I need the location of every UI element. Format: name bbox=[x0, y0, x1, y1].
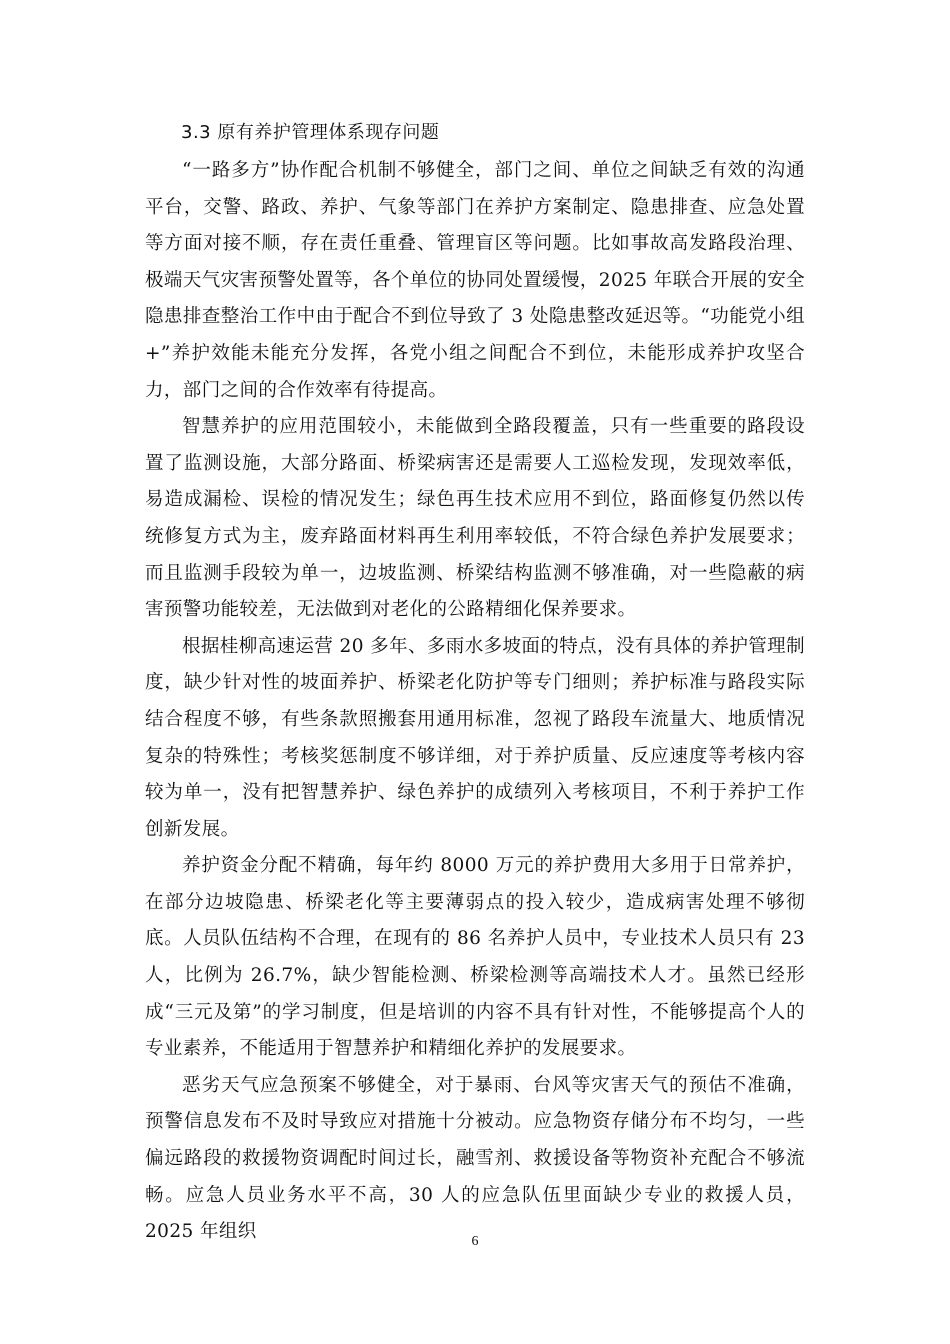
page-number: 6 bbox=[471, 1234, 479, 1249]
section-heading: 3.3 原有养护管理体系现存问题 bbox=[181, 122, 440, 143]
paragraph-funding-staff-issues: 养护资金分配不精确，每年约 8000 万元的养护费用大多用于日常养护，在部分边坡隐患、桥梁老化等主要薄弱点的投入较少，造成病害处理不够彻底。人员队伍结构不合理，在现有的 86 名养护人员中，专业技术人员只有 23 人，比例为 26.7%，缺少智能检测、桥梁检测等高端技术人才。虽然已经形成“三元及第”的学习制度，但是培训的内容不具有针对性，不能够提高个人的专业素养，不能适用于智慧养护和精细化养护的发展要求。 bbox=[145, 855, 805, 1060]
paragraph-coordination-issues: “一路多方”协作配合机制不够健全，部门之间、单位之间缺乏有效的沟通平台，交警、路政、养护、气象等部门在养护方案制定、隐患排查、应急处置等方面对接不顺，存在责任重叠、管理盲区等问题。比如事故高发路段治理、极端天气灾害预警处置等，各个单位的协同处置缓慢，2025 年联合开展的安全隐患排查整治工作中由于配合不到位导致了 3 处隐患整改延迟等。“功能党小组+”养护效能未能充分发挥，各党小组之间配合不到位，未能形成养护攻坚合力，部门之间的合作效率有待提高。 bbox=[145, 160, 805, 401]
paragraph-management-system-issues: 根据桂柳高速运营 20 多年、多雨水多坡面的特点，没有具体的养护管理制度，缺少针对性的坡面养护、桥梁老化防护等专门细则；养护标准与路段实际结合程度不够，有些条款照搬套用通用标准，忽视了路段车流量大、地质情况复杂的特殊性；考核奖惩制度不够详细，对于养护质量、反应速度等考核内容较为单一，没有把智慧养护、绿色养护的成绩列入考核项目，不利于养护工作创新发展。 bbox=[145, 635, 805, 840]
paragraph-emergency-response-issues: 恶劣天气应急预案不够健全，对于暴雨、台风等灾害天气的预估不准确，预警信息发布不及时导致应对措施十分被动。应急物资存储分布不均匀，一些偏远路段的救援物资调配时间过长，融雪剂、救援设备等物资补充配合不够流畅。应急人员业务水平不高，30 人的应急队伍里面缺少专业的救援人员，2025 年组织 bbox=[145, 1074, 805, 1243]
paragraph-smart-maintenance-issues: 智慧养护的应用范围较小，未能做到全路段覆盖，只有一些重要的路段设置了监测设施，大部分路面、桥梁病害还是需要人工巡检发现，发现效率低，易造成漏检、误检的情况发生；绿色再生技术应用不到位，路面修复仍然以传统修复方式为主，废弃路面材料再生利用率较低，不符合绿色养护发展要求；而且监测手段较为单一，边坡监测、桥梁结构监测不够准确，对一些隐蔽的病害预警功能较差，无法做到对老化的公路精细化保养要求。 bbox=[145, 416, 805, 621]
document-body bbox=[145, 117, 805, 1251]
